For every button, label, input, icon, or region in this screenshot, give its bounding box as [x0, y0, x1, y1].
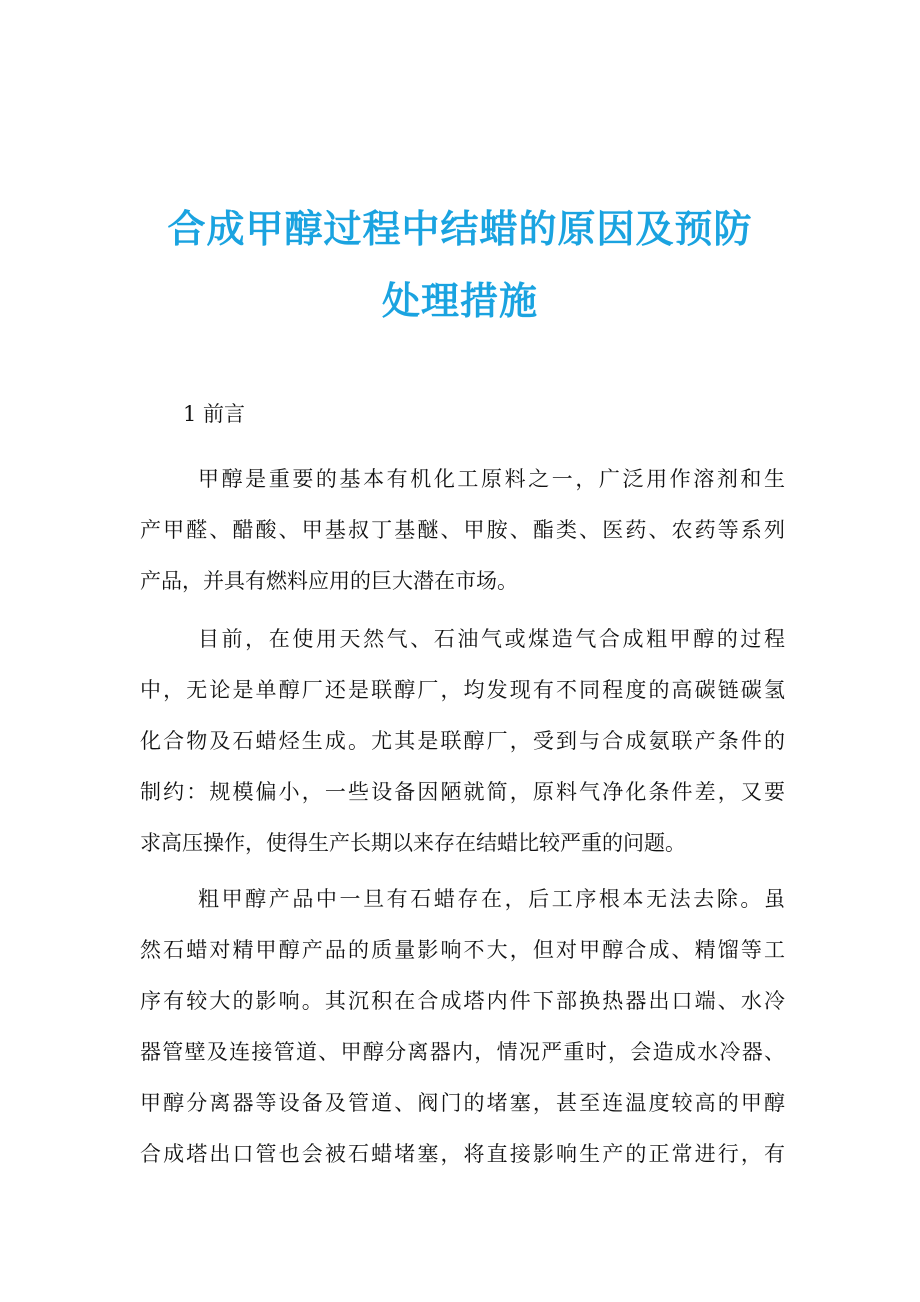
paragraph-line: 制约：规模偏小，一些设备因陋就简，原料气净化条件差，又要 [140, 780, 785, 804]
paragraph-line: 粗甲醇产品中一旦有石蜡存在，后工序根本无法去除。虽 [198, 887, 785, 911]
document-title-line-2: 处理措施 [381, 279, 538, 323]
paragraph-3 [140, 874, 785, 1180]
paragraph-1 [140, 454, 785, 607]
paragraph-line: 目前，在使用天然气、石油气或煤造气合成粗甲醇的过程 [198, 627, 785, 651]
document-title-line-1: 合成甲醇过程中结蜡的原因及预防 [167, 207, 753, 251]
paragraph-line: 产甲醛、醋酸、甲基叔丁基醚、甲胺、酯类、医药、农药等系列 [140, 518, 785, 542]
paragraph-line: 产品，并具有燃料应用的巨大潜在市场。 [140, 569, 518, 593]
paragraph-line: 合成塔出口管也会被石蜡堵塞，将直接影响生产的正常进行，有 [140, 1142, 785, 1166]
paragraph-line: 甲醇分离器等设备及管道、阀门的堵塞，甚至连温度较高的甲醇 [140, 1091, 785, 1115]
paragraph-line: 然石蜡对精甲醇产品的质量影响不大，但对甲醇合成、精馏等工 [140, 938, 785, 962]
paragraph-line: 中，无论是单醇厂还是联醇厂，均发现有不同程度的高碳链碳氢 [140, 678, 785, 702]
paragraph-line: 甲醇是重要的基本有机化工原料之一，广泛用作溶剂和生 [198, 467, 785, 491]
paragraph-2 [140, 614, 785, 869]
section-heading: 1 前言 [183, 402, 246, 426]
paragraph-line: 器管壁及连接管道、甲醇分离器内，情况严重时，会造成水冷器、 [140, 1040, 785, 1064]
paragraph-line: 序有较大的影响。其沉积在合成塔内件下部换热器出口端、水冷 [140, 989, 785, 1013]
paragraph-line: 求高压操作，使得生产长期以来存在结蜡比较严重的问题。 [140, 831, 686, 855]
paragraph-line: 化合物及石蜡烃生成。尤其是联醇厂，受到与合成氨联产条件的 [140, 729, 785, 753]
